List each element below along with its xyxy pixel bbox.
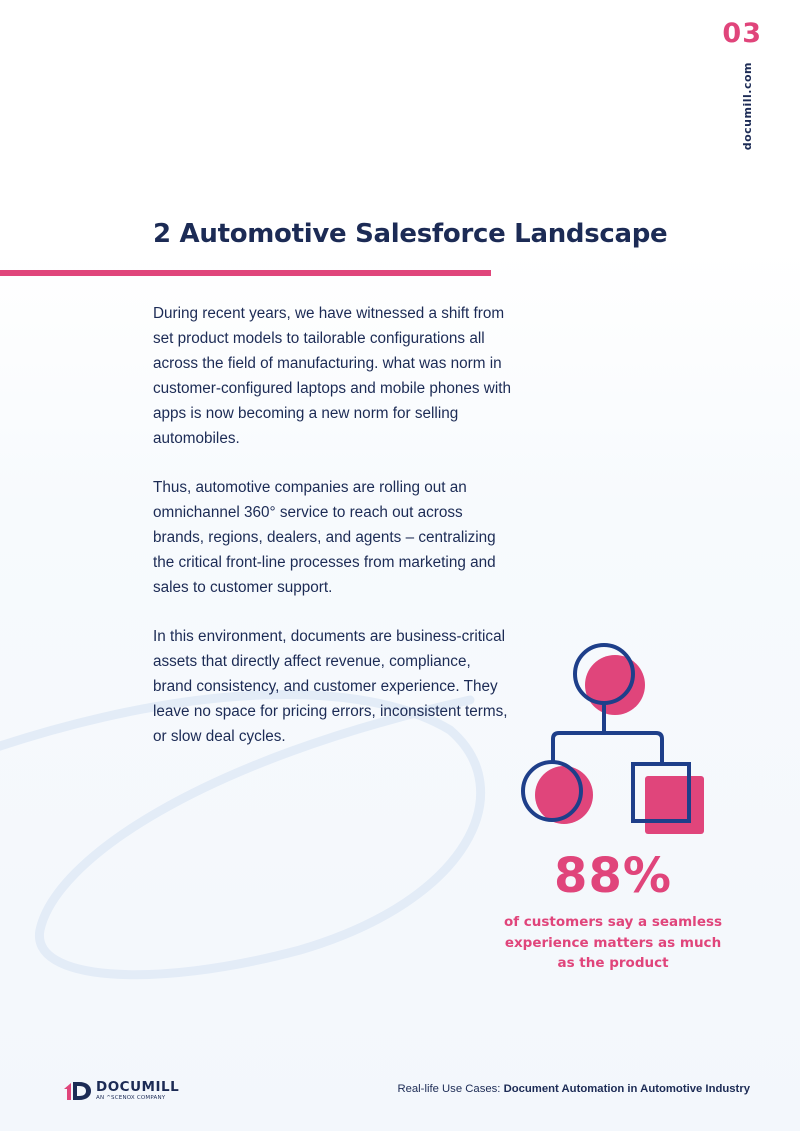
logo-tagline: AN ^SCENOX COMPANY — [96, 1095, 166, 1101]
stat-value: 88% — [554, 848, 672, 904]
paragraph-2: Thus, automotive companies are rolling out an omnichannel 360° service to reach out across brands, regions, dealers, and agents – centralizing the critical front-line processes from marketing and sales to customer support. — [153, 479, 496, 596]
footer-label: Real-life Use Cases: — [397, 1083, 501, 1095]
title-underline — [0, 270, 491, 276]
body-text — [153, 301, 513, 773]
logo-wordmark: DOCUMILL — [96, 1079, 180, 1095]
paragraph-1: During recent years, we have witnessed a shift from set product models to tailorable configurations all across the field of manufacturing. what was norm in customer-configured laptops and mobile phones with apps is now becoming a new norm for selling automobiles. — [153, 305, 511, 447]
website-label[interactable]: documill.com — [741, 62, 754, 151]
right-node-fill — [645, 776, 704, 834]
org-hierarchy-icon — [515, 640, 715, 840]
top-node-fill — [585, 655, 645, 715]
documill-logo-icon — [64, 1080, 92, 1102]
page-number: 03 — [722, 18, 762, 49]
footer-title: Document Automation in Automotive Industry — [503, 1083, 750, 1095]
connector-branch — [553, 733, 662, 764]
paragraph-3: In this environment, documents are business-critical assets that directly affect revenue, compliance, brand consistency, and customer experience. They leave no space for pricing errors, inconsistent terms, or slow deal cycles. — [153, 628, 508, 745]
stat-caption: of customers say a seamless experience matters as much as the product — [503, 914, 723, 971]
section-title: 2 Automotive Salesforce Landscape — [153, 219, 668, 249]
documill-logo — [64, 1080, 179, 1102]
footer-document-title — [397, 1083, 750, 1095]
